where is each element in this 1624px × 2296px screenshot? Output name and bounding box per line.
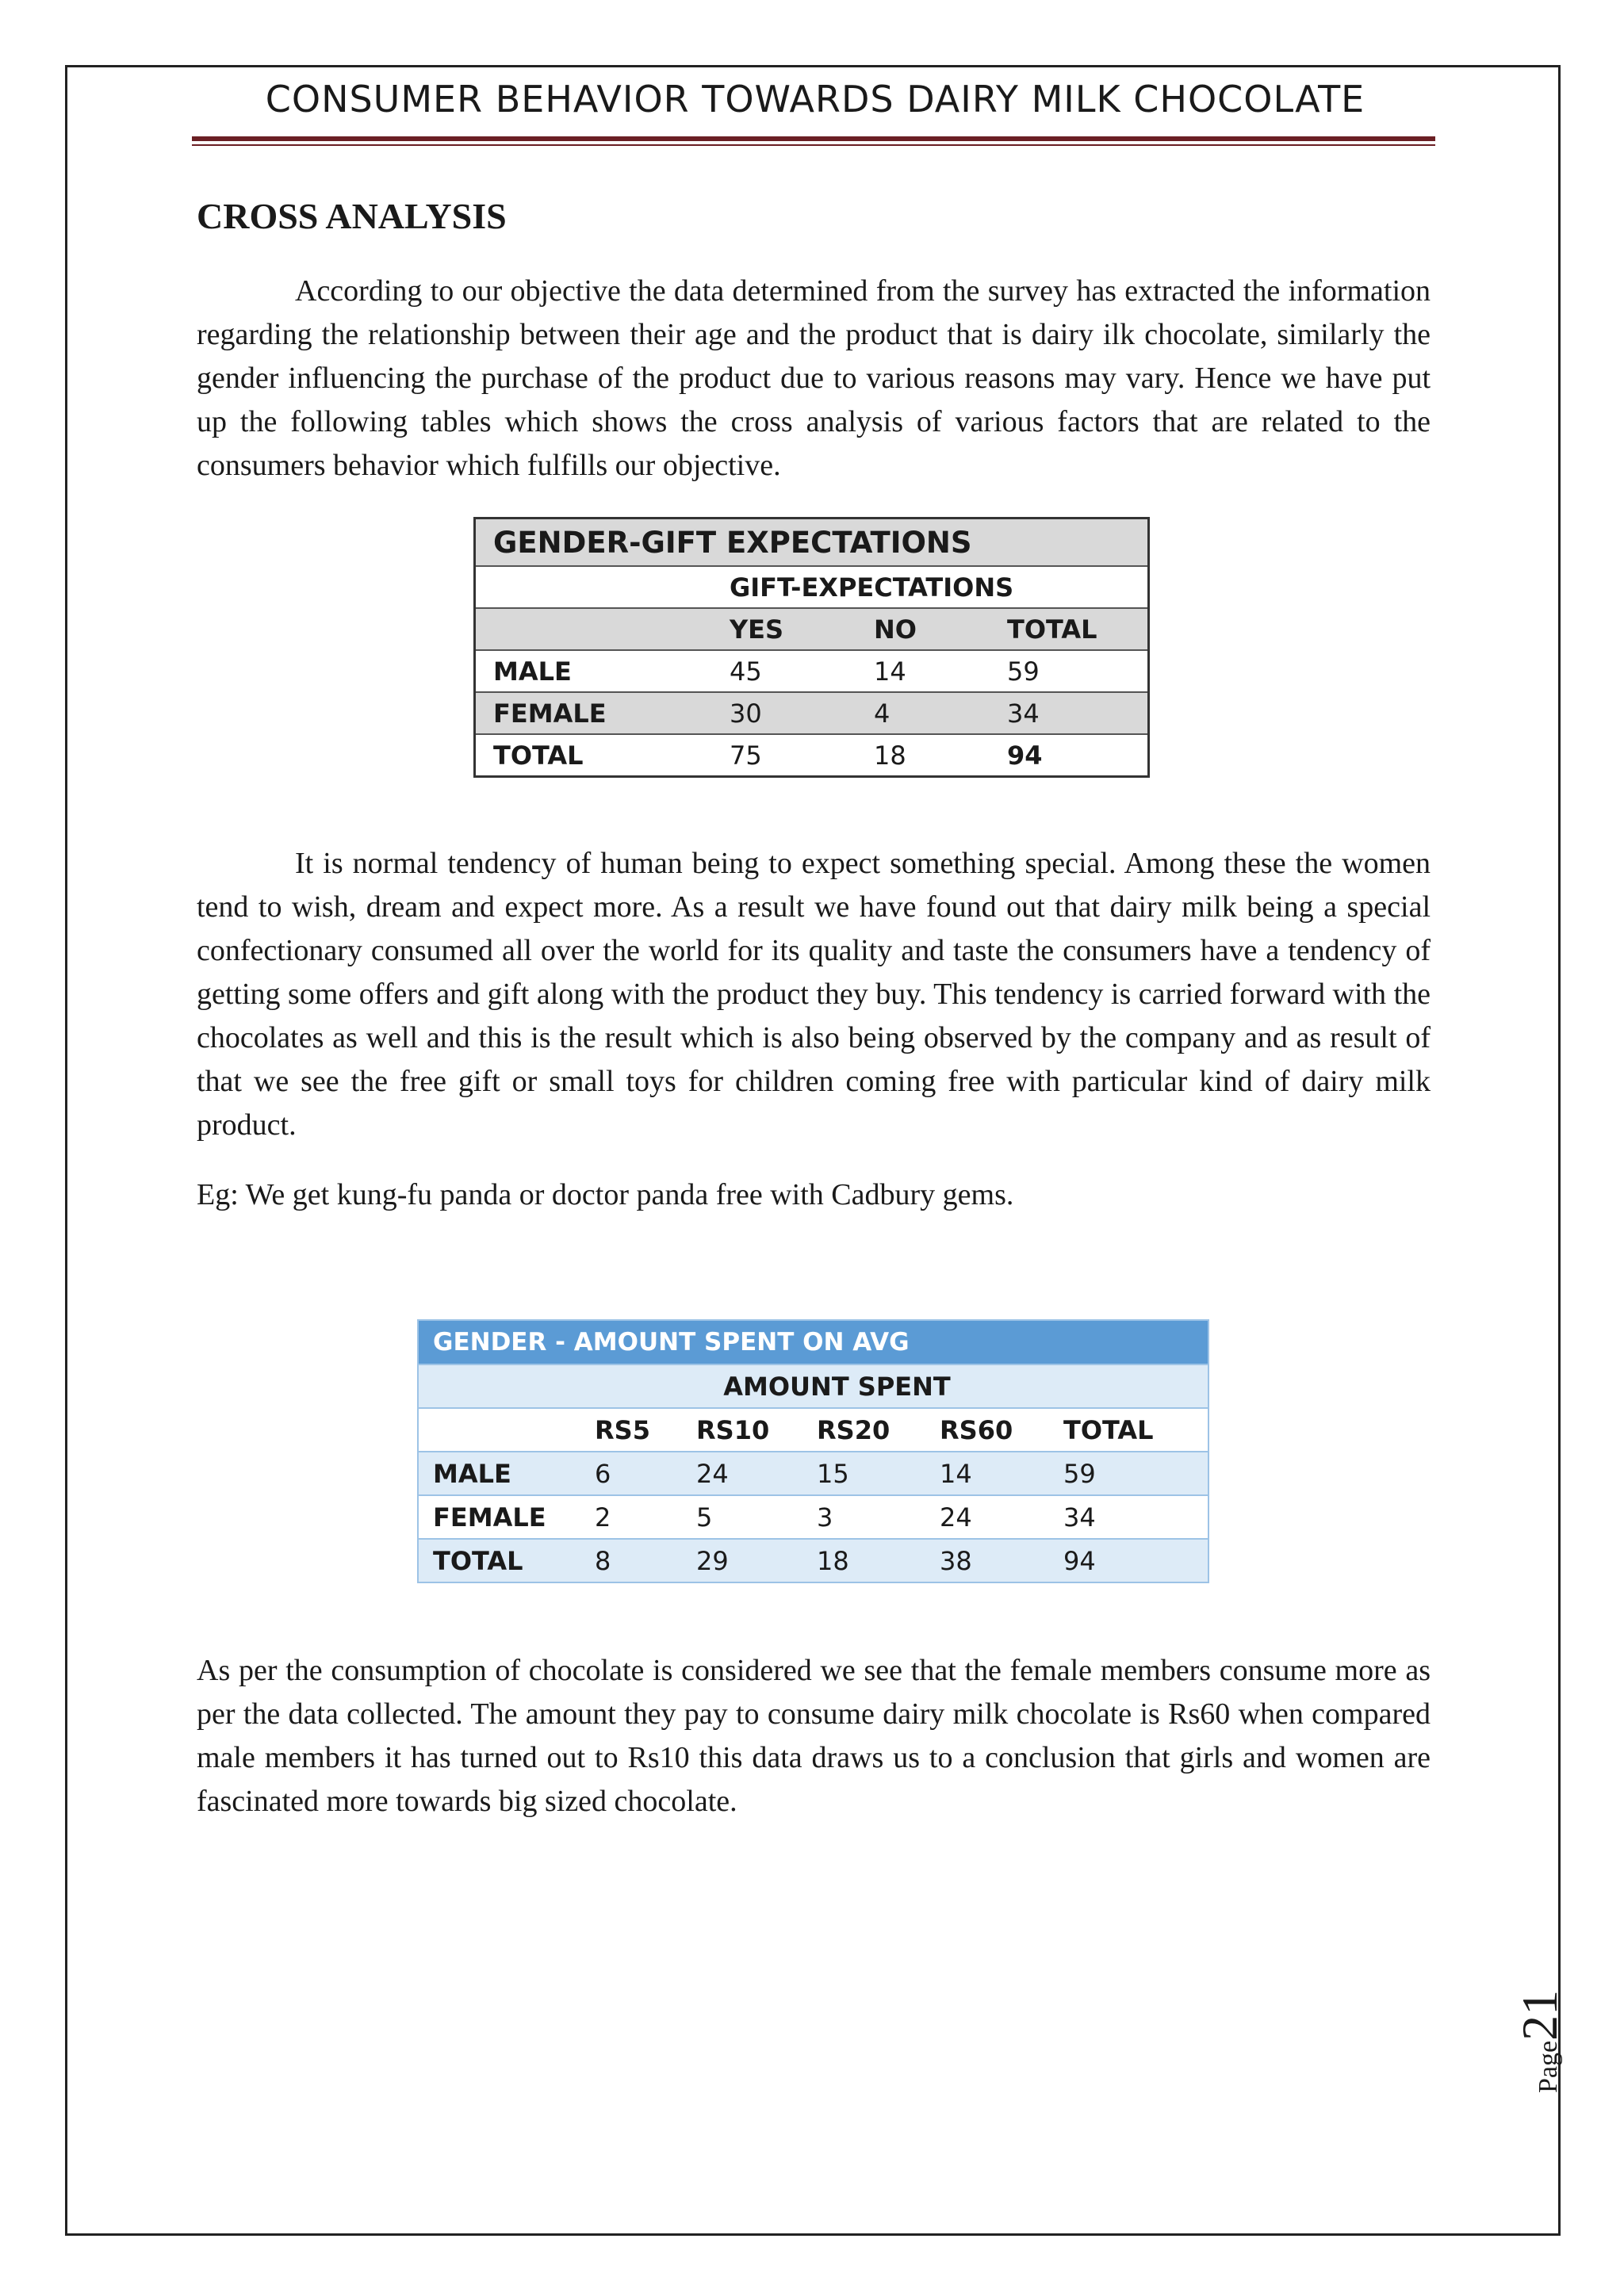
row-label: TOTAL: [493, 740, 584, 771]
row-label: MALE: [433, 1458, 511, 1489]
table-cell: 18: [817, 1545, 849, 1576]
table-cell: 34: [1063, 1502, 1096, 1533]
table-cell: 94: [1007, 740, 1043, 771]
column-header: TOTAL: [1063, 1414, 1154, 1445]
table-title-row: [419, 1321, 1208, 1364]
column-header: RS60: [940, 1414, 1013, 1445]
table-cell: 38: [940, 1545, 972, 1576]
row-label: TOTAL: [433, 1545, 523, 1576]
gender-gift-table: [473, 517, 1150, 778]
table-cell: 75: [730, 740, 762, 771]
table-cell: 94: [1063, 1545, 1096, 1576]
table-cell: 15: [817, 1458, 849, 1489]
table-header-row: [419, 1407, 1208, 1451]
section-heading: CROSS ANALYSIS: [197, 196, 507, 236]
table-cell: 6: [595, 1458, 611, 1489]
table-cell: 8: [595, 1545, 611, 1576]
table-cell: 24: [940, 1502, 972, 1533]
page-number-label: [1511, 1990, 1569, 2093]
table-cell: 34: [1007, 698, 1040, 729]
tendency-paragraph: It is normal tendency of human being to expect something special. Among these the women tend to wish, dream and expect more. As a result we have found out that dairy milk being a special confectionary consumed all over the world for its quality and taste the consumers have a tendency of getting some offers and gift along with the product they buy. This tendency is carried forward with the chocolates as well and this is the result which is also being observed by the company and as result of that we see the free gift or small toys for children coming free with particular kind of dairy milk product.: [197, 847, 1431, 1142]
column-header: TOTAL: [1007, 614, 1097, 645]
row-label: FEMALE: [493, 698, 607, 729]
column-header: YES: [730, 614, 784, 645]
page-word: Page: [1534, 2040, 1563, 2093]
column-header: RS5: [595, 1414, 650, 1445]
header-rule-thick: [192, 136, 1435, 141]
page-number: 21: [1511, 1989, 1568, 2041]
table-row: [419, 1494, 1208, 1538]
table-subheader-row: [419, 1364, 1208, 1407]
table-cell: 24: [696, 1458, 729, 1489]
intro-paragraph: According to our objective the data determined from the survey has extracted the information regarding the relationship between their age and the product that is dairy ilk chocolate, similarly the gender influencing the purchase of the product due to various reasons may vary. Hence we have put up the following tables which shows the cross analysis of various factors that are related to the consumers behavior which fulfills our objective.: [197, 274, 1431, 482]
table-cell: 3: [817, 1502, 833, 1533]
table-row: [419, 1451, 1208, 1494]
table-cell: 4: [874, 698, 891, 729]
table-subheader: AMOUNT SPENT: [723, 1371, 951, 1402]
table-title: GENDER - AMOUNT SPENT ON AVG: [433, 1328, 910, 1357]
table-cell: 5: [696, 1502, 713, 1533]
table-title: GENDER-GIFT EXPECTATIONS: [493, 525, 972, 560]
document-header-title: CONSUMER BEHAVIOR TOWARDS DAIRY MILK CHOCOLATE: [265, 78, 1365, 121]
example-paragraph: Eg: We get kung-fu panda or doctor panda free with Cadbury gems.: [197, 1178, 1014, 1211]
table-row: [419, 1538, 1208, 1582]
table-cell: 45: [730, 656, 762, 687]
header-rule-thin: [192, 144, 1435, 146]
table-cell: 29: [696, 1545, 729, 1576]
table-header-row: [476, 607, 1147, 649]
table-row: [476, 733, 1147, 775]
table-subheader-row: [476, 565, 1147, 607]
row-label: MALE: [493, 656, 572, 687]
table-cell: 18: [874, 740, 906, 771]
gender-amount-table: [417, 1319, 1209, 1583]
row-label: FEMALE: [433, 1502, 546, 1533]
table-row: [476, 691, 1147, 733]
table-row: [476, 649, 1147, 691]
table-cell: 14: [874, 656, 906, 687]
table-subheader: GIFT-EXPECTATIONS: [730, 572, 1014, 603]
table-cell: 59: [1007, 656, 1040, 687]
column-header: RS10: [696, 1414, 770, 1445]
table-cell: 14: [940, 1458, 972, 1489]
column-header: RS20: [817, 1414, 891, 1445]
table-cell: 2: [595, 1502, 611, 1533]
column-header: NO: [874, 614, 917, 645]
table-cell: 59: [1063, 1458, 1096, 1489]
conclusion-paragraph: As per the consumption of chocolate is considered we see that the female members consume more as per the data collected. The amount they pay to consume dairy milk chocolate is Rs60 when compared male members it has turned out to Rs10 this data draws us to a conclusion that girls and women are fascinated more towards big sized chocolate.: [197, 1654, 1431, 1818]
table-title-row: [476, 519, 1147, 565]
table-cell: 30: [730, 698, 762, 729]
